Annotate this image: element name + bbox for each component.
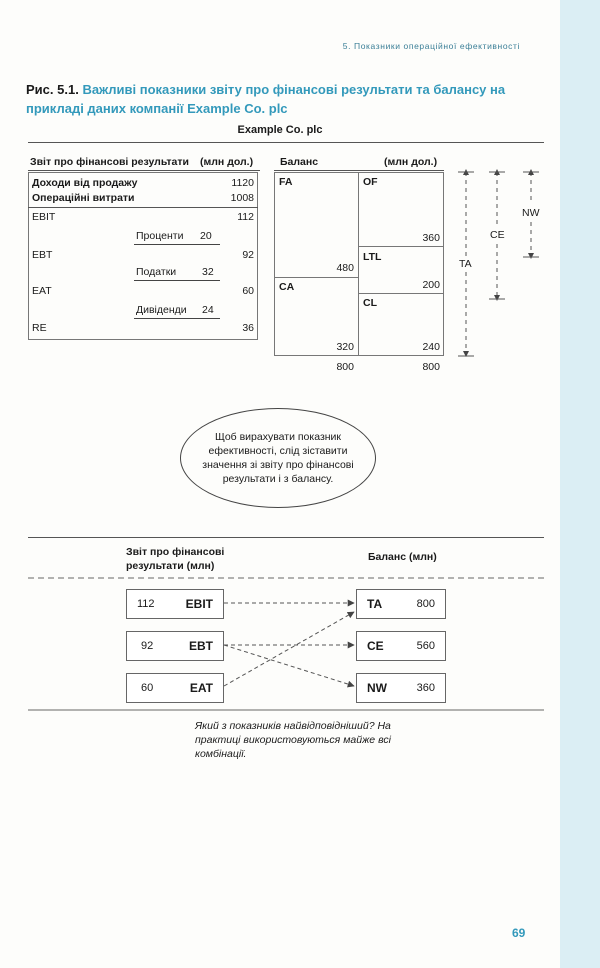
ta-box <box>356 589 446 619</box>
interest-value: 20 <box>200 230 212 242</box>
ce-box-value: 560 <box>416 640 435 652</box>
eat-label: EAT <box>32 285 52 297</box>
page-number: 69 <box>512 926 526 940</box>
fa-label: FA <box>279 176 293 188</box>
ebit-label: EBIT <box>32 211 56 223</box>
nw-box-value: 360 <box>416 682 435 694</box>
ca-label: CA <box>279 281 295 293</box>
fa-value: 480 <box>336 262 354 274</box>
figure-label: Рис. 5.1. <box>26 82 79 97</box>
ce-marker: CE <box>490 229 505 241</box>
nw-marker: NW <box>522 207 540 219</box>
ta-box-key: TA <box>367 597 383 611</box>
re-label: RE <box>32 322 47 334</box>
ta-marker: TA <box>459 258 472 270</box>
opex-value: 1008 <box>230 192 254 204</box>
income-statement-title: Звіт про фінансові результати <box>30 156 189 168</box>
total-liabilities: 800 <box>422 361 440 373</box>
ebit-value: 112 <box>237 211 254 223</box>
note-text <box>195 719 415 761</box>
mapping-right-title: Баланс (млн) <box>368 551 437 563</box>
ta-box-value: 800 <box>416 598 435 610</box>
eat-box-value: 60 <box>141 682 154 694</box>
cl-label: CL <box>363 297 377 309</box>
ce-box-key: CE <box>367 639 384 653</box>
ebt-box <box>126 631 224 661</box>
eat-box <box>126 673 224 703</box>
note-body: Який з показників найвідповідніший? На практиці використовуються майже всі комбінації. <box>195 720 391 760</box>
figure-caption: Важливі показники звіту про фінансові результати та балансу на прикладі даних компанії Example Co. plc <box>26 82 506 116</box>
nw-box-key: NW <box>367 681 387 695</box>
ebt-label: EBT <box>32 249 53 261</box>
eat-box-key: EAT <box>189 681 213 695</box>
balance-title: Баланс <box>280 156 319 168</box>
ebt-box-key: EBT <box>189 639 213 653</box>
ltl-value: 200 <box>422 279 440 291</box>
ca-value: 320 <box>336 341 354 353</box>
chapter-header: 5. Показники операційної ефективності <box>342 41 520 51</box>
nw-box <box>356 673 446 703</box>
ebt-box-value: 92 <box>141 640 154 652</box>
ebit-box <box>126 589 224 619</box>
of-label: OF <box>363 176 378 188</box>
total-assets: 800 <box>336 361 354 373</box>
cl-value: 240 <box>422 341 440 353</box>
taxes-label: Податки <box>136 266 177 278</box>
eat-value: 60 <box>242 285 254 297</box>
of-value: 360 <box>422 232 440 244</box>
revenue-label: Доходи від продажу <box>32 177 138 189</box>
ce-box <box>356 631 446 661</box>
ebt-value: 92 <box>242 249 254 261</box>
dividends-label: Дивіденди <box>136 304 187 316</box>
ltl-label: LTL <box>363 251 382 263</box>
ebit-box-value: 112 <box>137 598 155 610</box>
callout-text: Щоб вирахувати показник ефективності, слід зіставити значення зі звіту про фінансові результати і з балансу. <box>202 431 354 485</box>
taxes-value: 32 <box>202 266 214 278</box>
dividends-value: 24 <box>202 304 214 316</box>
mapping-left-title: Звіт про фінансові результати (млн) <box>126 546 225 572</box>
opex-label: Операційні витрати <box>32 192 135 204</box>
revenue-value: 1120 <box>231 177 254 189</box>
ebit-box-key: EBIT <box>185 597 213 611</box>
income-statement-units: (млн дол.) <box>200 156 254 168</box>
company-name: Example Co. plc <box>237 124 323 136</box>
balance-units: (млн дол.) <box>384 156 438 168</box>
interest-label: Проценти <box>136 230 184 242</box>
re-value: 36 <box>242 322 254 334</box>
